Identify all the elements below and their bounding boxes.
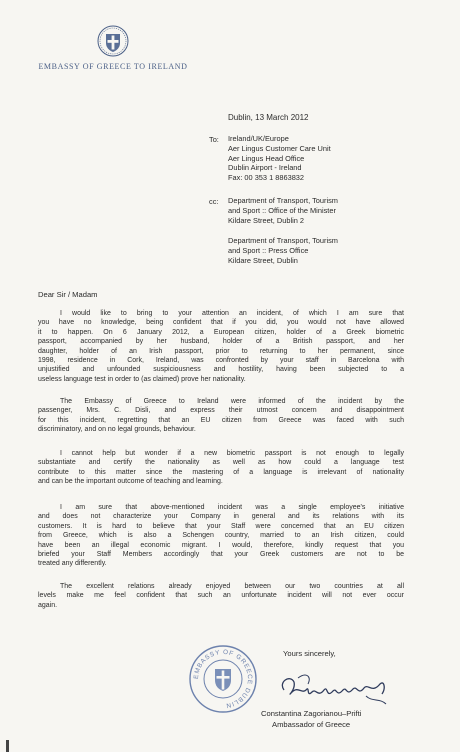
body-paragraph bbox=[38, 449, 404, 487]
paragraph-line: again. bbox=[38, 601, 58, 609]
paragraph-line: from Greece, which is also a Schengen country, married to an Irish citizen, could bbox=[38, 532, 404, 540]
cc-recipient bbox=[228, 236, 338, 265]
to-line: Ireland/UK/Europe bbox=[228, 134, 289, 143]
cc-line: and Sport :: Office of the Minister bbox=[228, 205, 336, 215]
paragraph-line: levels make me feel confident that such an unfortunate incident will not ever occur bbox=[38, 592, 404, 600]
paragraph-line: briefed your Staff Members accordingly that your Greek customers are not to be bbox=[38, 551, 404, 559]
cc-line: Department of Transport, Tourism bbox=[228, 236, 338, 245]
cc-line: and Sport :: Press Office bbox=[228, 245, 309, 255]
paragraph-line: I would like to bring to your attention an incident, of which I am sure that bbox=[60, 310, 404, 317]
paragraph-line: and does not characterize your Company in general and its relations with its bbox=[38, 513, 404, 521]
closing: Yours sincerely, bbox=[283, 649, 336, 658]
paragraph-line: useless language test in order to (as claimed) prove her nationality. bbox=[38, 375, 246, 383]
margin-mark bbox=[6, 740, 9, 752]
paragraph-line: unjustified and unfounded suspiciousness and hostility, having been subjected to a bbox=[38, 366, 404, 374]
salutation: Dear Sir / Madam bbox=[38, 290, 98, 299]
paragraph-line: contribute to this matter since the mastering of a language is irrelevant of nationality bbox=[38, 468, 404, 476]
paragraph-line: and can be the important outcome of teaching and learning. bbox=[38, 478, 223, 486]
cc-line: Department of Transport, Tourism bbox=[228, 196, 338, 205]
to-line: Aer Lingus Customer Care Unit bbox=[228, 143, 331, 153]
paragraph-line: I am sure that above-mentioned incident was a single employee's initiative bbox=[60, 504, 404, 511]
signer-name: Constantina Zagorianou–Prifti bbox=[261, 709, 362, 718]
embassy-seal-icon bbox=[188, 644, 258, 714]
body-paragraph bbox=[38, 582, 404, 610]
paragraph-line: daughter, holder of an Irish passport, prior to returning to her permanent, since bbox=[38, 347, 404, 355]
letter-date: Dublin, 13 March 2012 bbox=[228, 113, 309, 122]
handwritten-signature bbox=[276, 668, 392, 710]
paragraph-line: discriminatory, and on no legal grounds, behaviour. bbox=[38, 426, 196, 434]
paragraph-line: have been an illegal economic migrant. I would, therefore, kindly request that you bbox=[38, 541, 404, 549]
paragraph-line: The excellent relations already enjoyed between our two countries at all bbox=[60, 583, 404, 590]
cc-line: Kildare Street, Dublin 2 bbox=[228, 215, 304, 225]
body-paragraph bbox=[38, 397, 404, 435]
to-line: Fax: 00 353 1 8863832 bbox=[228, 173, 305, 183]
to-address bbox=[228, 134, 331, 183]
paragraph-line: 1998, residence in Cork, Ireland, was confronted by your staff in Barcelona with bbox=[38, 357, 404, 365]
greek-coat-of-arms-icon bbox=[97, 25, 129, 57]
paragraph-line: it to happen. On 6 January 2012, a European citizen, holder of a Greek biometric bbox=[38, 328, 404, 336]
paragraph-line: customers. It is hard to believe that your Staff were concerned that an EU citizen bbox=[38, 522, 404, 530]
cc-label: cc: bbox=[209, 197, 219, 206]
seal-text: EMBASSY OF GREECE DUBLIN bbox=[192, 648, 254, 709]
to-label: To: bbox=[209, 135, 219, 144]
to-line: Aer Lingus Head Office bbox=[228, 153, 305, 163]
paragraph-line: passport, accompanied by her husband, holder of a British passport, and her bbox=[38, 338, 404, 346]
cc-recipient bbox=[228, 196, 338, 225]
paragraph-line: The Embassy of Greece to Ireland were informed of the incident by the bbox=[60, 398, 404, 405]
signer-title: Ambassador of Greece bbox=[272, 720, 351, 729]
paragraph-line: for this incident, regretting that an EU citizen from Greece was faced with such bbox=[38, 416, 404, 424]
paragraph-line: you have no knowledge, being confident that if you did, you would not have allowed bbox=[38, 319, 404, 327]
paragraph-line: passenger, Mrs. C. Disli, and express their utmost concern and disappointment bbox=[38, 407, 404, 415]
body-paragraph bbox=[38, 503, 404, 569]
paragraph-line: I cannot help but wonder if a new biometric passport is not enough to legally bbox=[60, 450, 404, 457]
embassy-name: EMBASSY OF GREECE TO IRELAND bbox=[38, 62, 188, 71]
paragraph-line: substantiate and certify the nationality as well as how could a language test bbox=[38, 459, 404, 467]
paragraph-line: treated any differently. bbox=[38, 560, 107, 568]
cc-line: Kildare Street, Dublin bbox=[228, 255, 298, 265]
to-line: Dublin Airport - Ireland bbox=[228, 163, 302, 173]
body-paragraph bbox=[38, 309, 404, 384]
